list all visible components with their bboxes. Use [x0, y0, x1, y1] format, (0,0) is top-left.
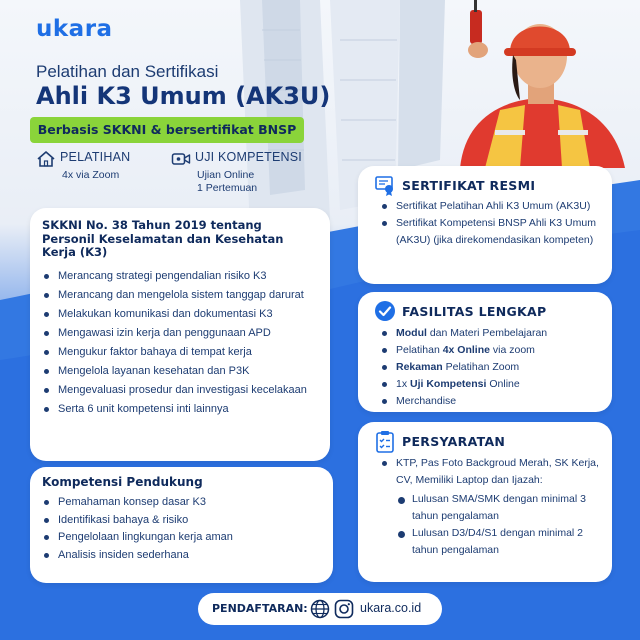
- list-item: Rekaman Pelatihan Zoom: [380, 359, 606, 376]
- feature-pelatihan-detail: 4x via Zoom: [62, 169, 120, 181]
- skkni-bnsp-badge: Berbasis SKKNI & bersertifikat BNSP: [30, 117, 304, 143]
- video-camera-icon: [171, 150, 191, 168]
- kompetensi-title: Kompetensi Pendukung: [42, 475, 203, 489]
- persyaratan-card: [358, 422, 612, 582]
- list-item: Mengawasi izin kerja dan penggunaan APD: [42, 324, 318, 343]
- list-item: Mengukur faktor bahaya di tempat kerja: [42, 343, 318, 362]
- fasilitas-card: [358, 292, 612, 412]
- globe-icon: [310, 599, 330, 619]
- persyaratan-main-text: KTP, Pas Foto Backgroud Merah, SK Kerja, CV, Memiliki Laptop dan Ijazah:: [396, 457, 599, 486]
- list-item: 1x Uji Kompetensi Online: [380, 376, 606, 393]
- worker-photo: [440, 0, 640, 168]
- sertifikat-card: [358, 166, 612, 284]
- list-item: Serta 6 unit kompetensi inti lainnya: [42, 400, 318, 419]
- skkni-title-line-1: SKKNI No. 38 Tahun 2019 tentang: [42, 218, 262, 232]
- skkni-title-line-2: Personil Keselamatan dan Kesehatan: [42, 231, 284, 246]
- list-item: Lulusan SMA/SMK dengan minimal 3 tahun pengalaman: [396, 491, 602, 525]
- list-item: Analisis insiden sederhana: [42, 547, 323, 565]
- skkni-list: [42, 267, 318, 419]
- feature-uji-kompetensi: [171, 150, 311, 196]
- list-item: Modul dan Materi Pembelajaran: [380, 325, 606, 342]
- list-item: [380, 455, 602, 559]
- list-item: Pelatihan 4x Online via zoom: [380, 342, 606, 359]
- skkni-card: [30, 208, 330, 461]
- list-item: Merancang strategi pengendalian risiko K3: [42, 267, 318, 286]
- list-item: Merancang dan mengelola sistem tanggap darurat: [42, 286, 318, 305]
- certificate-icon: [374, 174, 396, 196]
- list-item: Sertifikat Pelatihan Ahli K3 Umum (AK3U): [380, 198, 606, 215]
- kompetensi-list: [42, 494, 323, 564]
- instagram-icon[interactable]: [334, 599, 354, 619]
- list-item: Sertifikat Kompetensi BNSP Ahli K3 Umum (AK3U) (jika direkomendasikan kompeten): [380, 215, 606, 249]
- list-item: Mengevaluasi prosedur dan investigasi kecelakaan: [42, 381, 318, 400]
- list-item: Pemahaman konsep dasar K3: [42, 494, 323, 512]
- list-item: Identifikasi bahaya & risiko: [42, 512, 323, 530]
- list-item: Pengelolaan lingkungan kerja aman: [42, 529, 323, 547]
- feature-pelatihan: [36, 150, 156, 186]
- persyaratan-list: [380, 455, 602, 559]
- page-title: Ahli K3 Umum (AK3U): [36, 82, 331, 110]
- kompetensi-card: [30, 467, 333, 583]
- feature-uji-label: UJI KOMPETENSI: [195, 150, 302, 164]
- clipboard-checklist-icon: [374, 430, 396, 454]
- website-link[interactable]: ukara.co.id: [360, 601, 422, 615]
- list-item: Melakukan komunikasi dan dokumentasi K3: [42, 305, 318, 324]
- page-subtitle: Pelatihan dan Sertifikasi: [36, 62, 219, 81]
- feature-uji-detail-2: 1 Pertemuan: [197, 182, 258, 194]
- persyaratan-title: PERSYARATAN: [402, 434, 506, 449]
- registration-label: PENDAFTARAN:: [212, 602, 308, 615]
- feature-pelatihan-label: PELATIHAN: [60, 150, 131, 164]
- sertifikat-list: [380, 198, 606, 249]
- feature-uji-detail-1: Ujian Online: [197, 169, 255, 181]
- list-item: Merchandise: [380, 393, 606, 410]
- persyaratan-sublist: [396, 491, 602, 559]
- home-icon: [36, 150, 56, 168]
- checkmark-badge-icon: [374, 300, 396, 322]
- skkni-title-line-3: Kerja (K3): [42, 245, 108, 259]
- list-item: Mengelola layanan kesehatan dan P3K: [42, 362, 318, 381]
- ukara-logo: ukara: [36, 16, 113, 42]
- fasilitas-title: FASILITAS LENGKAP: [402, 304, 547, 319]
- registration-bar: [198, 593, 442, 625]
- fasilitas-list: [380, 325, 606, 410]
- list-item: Lulusan D3/D4/S1 dengan minimal 2 tahun pengalaman: [396, 525, 602, 559]
- sertifikat-title: SERTIFIKAT RESMI: [402, 178, 536, 193]
- skkni-title: [42, 219, 318, 260]
